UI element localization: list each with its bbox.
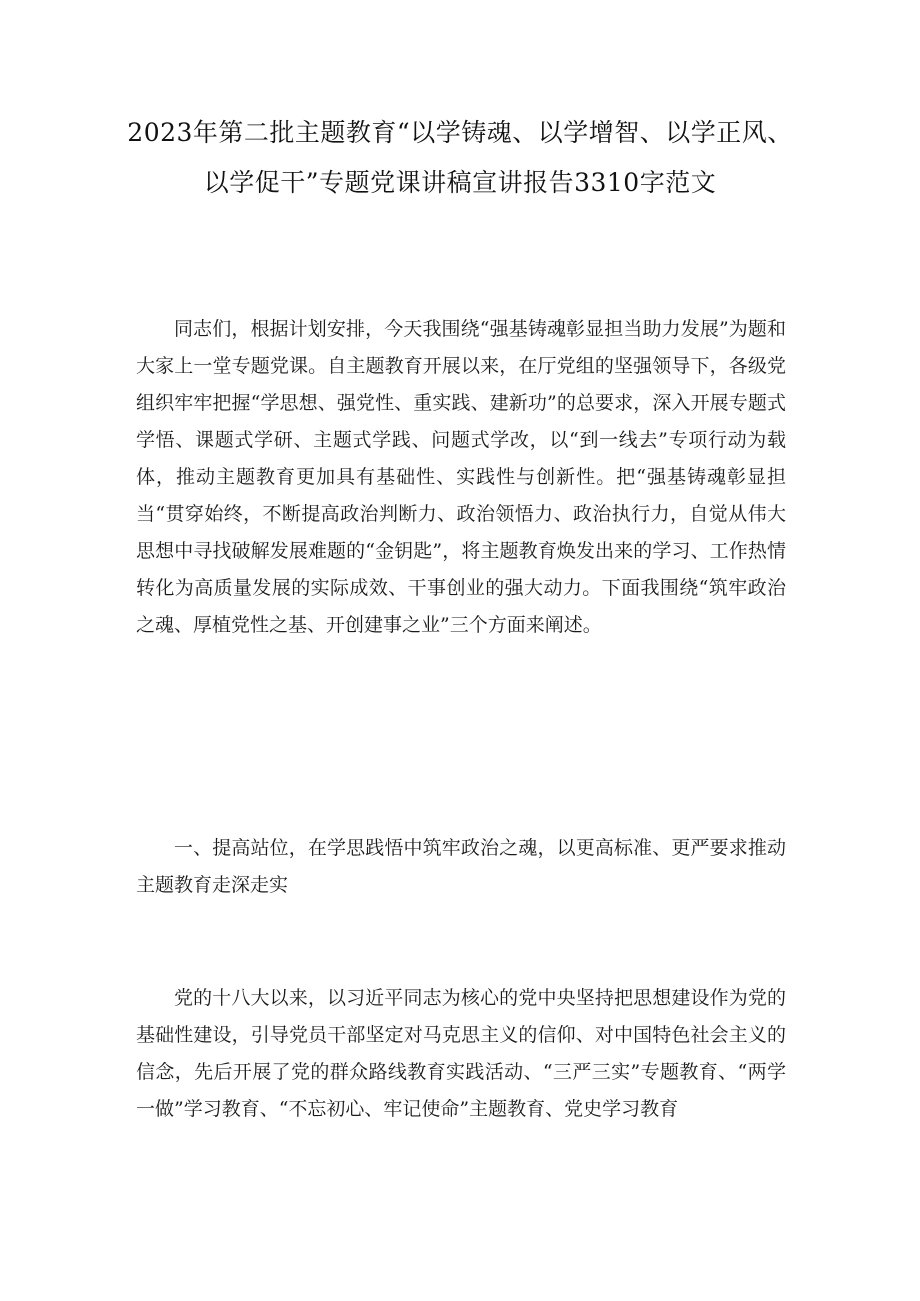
paragraph-intro: 同志们，根据计划安排，今天我围绕“强基铸魂彰显担当助力发展”为题和大家上一堂专题党课。自主题教育开展以来，在厅党组的坚强领导下，各级党组织牢牢把握“学思想、强党性、重实践、建新功”的总要求，深入开展专题式学悟、课题式学研、主题式学践、问题式学改，以“到一线去”专项行动为载体，推动主题教育更加具有基础性、实践性与创新性。把“强基铸魂彰显担当“贯穿始终，不断提高政治判断力、政治领悟力、政治执行力，自觉从伟大思想中寻找破解发展难题的“金钥匙”，将主题教育焕发出来的学习、工作热情转化为高质量发展的实际成效、干事创业的强大动力。下面我围绕“筑牢政治之魂、厚植党性之基、开创建事之业”三个方面来阐述。	[136, 318, 786, 636]
paragraph-section-1: 党的十八大以来，以习近平同志为核心的党中央坚持把思想建设作为党的基础性建设，引导党员干部坚定对马克思主义的信仰、对中国特色社会主义的信念，先后开展了党的群众路线教育实践活动、“三严三实”专题教育、“两学一做”学习教育、“不忘初心、牢记使命”主题教育、党史学习教育	[136, 987, 786, 1120]
section-heading-1: 一、提高站位，在学思践悟中筑牢政治之魂，以更高标准、更严要求推动主题教育走深走实	[136, 837, 786, 896]
document-title: 2023年第二批主题教育“以学铸魂、以学增智、以学正风、以学促干”专题党课讲稿宣讲报告3310字范文	[127, 118, 793, 197]
